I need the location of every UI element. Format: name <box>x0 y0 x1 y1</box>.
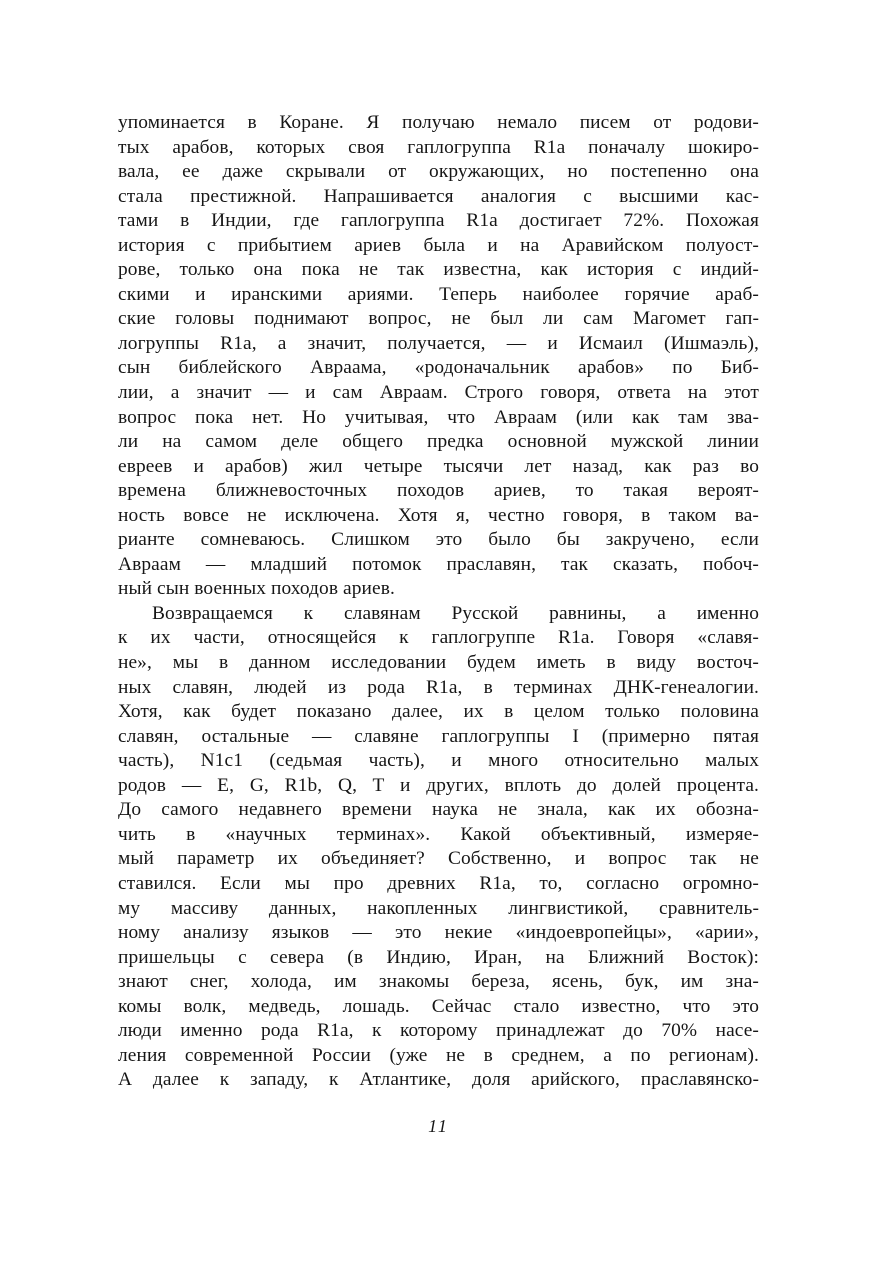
text-line: ных славян, людей из рода R1a, в терминах ДНК-генеалогии. <box>118 676 759 698</box>
text-line: пришельцы с севера (в Индию, Иран, на Ближний Восток): <box>118 946 759 968</box>
text-line: упоминается в Коране. Я получаю немало писем от родови- <box>118 112 759 133</box>
text-line: вала, ее даже скрывали от окружающих, но постепенно она <box>118 161 759 183</box>
text-line: часть), N1c1 (седьмая часть), и много относительно малых <box>118 750 759 772</box>
text-line: евреев и арабов) жил четыре тысячи лет назад, как раз во <box>118 455 759 477</box>
text-line: Хотя, как будет показано далее, их в целом только половина <box>118 701 759 723</box>
text-line: мый параметр их объединяет? Собственно, и вопрос так не <box>118 848 759 870</box>
text-line: ставился. Если мы про древних R1a, то, согласно огромно- <box>118 872 759 894</box>
text-line: комы волк, медведь, лошадь. Сейчас стало известно, что это <box>118 995 759 1017</box>
text-line: стала престижной. Напрашивается аналогия с высшими кас- <box>118 185 759 207</box>
text-line: ный сын военных походов ариев. <box>118 578 395 600</box>
text-line: ские головы поднимают вопрос, не был ли сам Магомет гап- <box>118 308 759 330</box>
text-line: Возвращаемся к славянам Русской равнины, а именно <box>152 602 759 624</box>
text-block <box>118 111 759 1093</box>
text-line: история с прибытием ариев была и на Аравийском полуост- <box>118 234 759 256</box>
text-line: к их части, относящейся к гаплогруппе R1a. Говоря «славя- <box>118 627 759 649</box>
text-line: логруппы R1a, а значит, получается, — и Исмаил (Ишмаэль), <box>118 332 759 354</box>
text-line: знают снег, холода, им знакомы береза, ясень, бук, им зна- <box>118 971 759 993</box>
text-line: ному анализу языков — это некие «индоевропейцы», «арии», <box>118 922 759 944</box>
text-line: тами в Индии, где гаплогруппа R1a достигает 72%. Похожая <box>118 210 759 232</box>
text-line: вопрос пока нет. Но учитывая, что Авраам (или как там зва- <box>118 406 759 428</box>
text-line: люди именно рода R1a, к которому принадлежат до 70% насе- <box>118 1020 759 1042</box>
text-line: ность вовсе не исключена. Хотя я, честно говоря, в таком ва- <box>118 504 759 526</box>
text-line: не», мы в данном исследовании будем иметь в виду восточ- <box>118 652 759 674</box>
text-line: рове, только она пока не так известна, как история с индий- <box>118 259 759 281</box>
text-line: му массиву данных, накопленных лингвистикой, сравнитель- <box>118 897 759 919</box>
text-line: времена ближневосточных походов ариев, то такая вероят- <box>118 480 759 502</box>
text-line: сын библейского Авраама, «родоначальник арабов» по Биб- <box>118 357 759 379</box>
text-line: А далее к западу, к Атлантике, доля арийского, праславянско- <box>118 1069 759 1091</box>
text-line: скими и иранскими ариями. Теперь наиболее горячие араб- <box>118 283 759 305</box>
text-line: чить в «научных терминах». Какой объективный, измеряе- <box>118 823 759 845</box>
text-line: До самого недавнего времени наука не знала, как их обозна- <box>118 799 759 821</box>
text-line: тых арабов, которых своя гаплогруппа R1a поначалу шокиро- <box>118 136 759 158</box>
page-number: 11 <box>428 1116 449 1136</box>
text-line: Авраам — младший потомок праславян, так сказать, побоч- <box>118 553 759 575</box>
text-line: славян, остальные — славяне гаплогруппы I (примерно пятая <box>118 725 759 747</box>
text-line: лии, а значит — и сам Авраам. Строго говоря, ответа на этот <box>118 382 759 404</box>
text-line: ли на самом деле общего предка основной мужской линии <box>118 431 759 453</box>
text-line: ления современной России (уже не в среднем, а по регионам). <box>118 1044 759 1066</box>
text-line: рианте сомневаюсь. Слишком это было бы закручено, если <box>118 529 759 551</box>
text-line: родов — E, G, R1b, Q, T и других, вплоть до долей процента. <box>118 774 759 796</box>
